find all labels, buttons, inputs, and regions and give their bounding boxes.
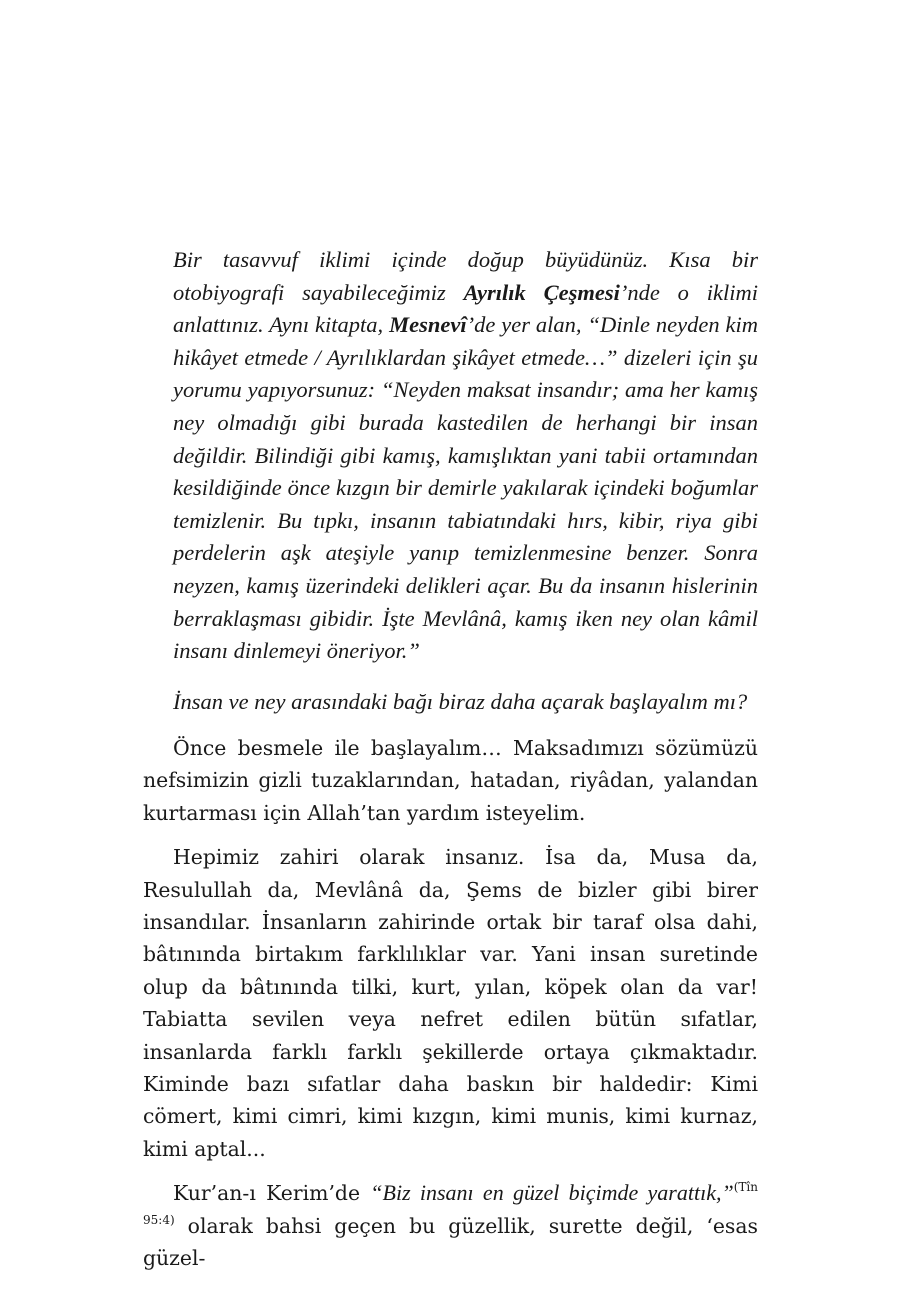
book-title-mesnevi: Mesnevî: [389, 312, 467, 338]
verse-reference: (Tîn 95:4): [143, 1180, 758, 1227]
follow-up-question: İnsan ve ney arasındaki bağı biraz daha açarak başlayalım mı?: [173, 689, 748, 714]
answer-text: olarak bahsi geçen bu güzellik, surette değil, ‘esas güzel-: [143, 1213, 758, 1271]
book-title-ayrilik-cesmesi: Ayrılık Çeşmesi: [463, 279, 620, 305]
answer-paragraph-3: [143, 1177, 758, 1274]
answer-paragraph-1: Önce besmele ile başlayalım… Maksadımızı sözümüzü nefsimizin gizli tuzaklarından, hatadan, riyâdan, yalandan kurtarması için Allah’tan yardım isteyelim.: [143, 736, 758, 825]
answer-paragraph-2: Hepimiz zahiri olarak insanız. İsa da, Musa da, Resulullah da, Mevlânâ da, Şems de bizler gibi birer insandılar. İnsanların zahirinde ortak bir taraf olsa dahi, bâtınında birtakım farklılıklar var. Yani insan suretinde olup da bâtınında tilki, kurt, yılan, köpek olan da var! Tabiatta sevilen veya nefret edilen bütün sıfatlar, insanlarda farklı farklı şekillerde ortaya çıkmaktadır. Kiminde bazı sıfatlar daha baskın bir haldedir: Kimi cömert, kimi cimri, kimi kızgın, kimi munis, kimi kurnaz, kimi aptal...: [143, 845, 758, 1161]
question-paragraph: [173, 244, 758, 668]
question-text: Bir tasavvuf iklimi içinde doğup büyüdünüz. Kısa bir otobiyografi sayabileceğimiz: [173, 247, 758, 305]
question-text: ’de yer alan, “Dinle neyden kim hikâyet etmede / Ayrılıklardan şikâyet etmede…” dizeleri için şu yorumu yapıyorsunuz: “Neyden maksat insandır; ama her kamış ney olmadığı gibi burada kastedilen de herhangi bir insan değildir. Bilindiği gibi kamış, kamışlıktan yani tabii ortamından kesildiğinde önce kızgın bir demirle yakılarak içindeki boğumlar temizlenir. Bu tıpkı, insanın tabiatındaki hırs, kibir, riya gibi perdelerin aşk ateşiyle yanıp temizlenmesine benzer. Sonra neyzen, kamış üzerindeki delikleri açar. Bu da insanın hislerinin berraklaşması gibidir. İşte Mevlânâ, kamış iken ney olan kâmil insanı dinlemeyi öneriyor.”: [173, 312, 758, 664]
interview-answer: [143, 732, 758, 1287]
question-text: ’nde o iklimi anlattınız. Aynı kitapta,: [173, 279, 758, 338]
answer-text: Kur’an-ı Kerim’de: [173, 1181, 371, 1206]
quran-quote: “Biz insanı en güzel biçimde yarattık,”: [370, 1180, 734, 1206]
interview-question: [173, 244, 758, 668]
